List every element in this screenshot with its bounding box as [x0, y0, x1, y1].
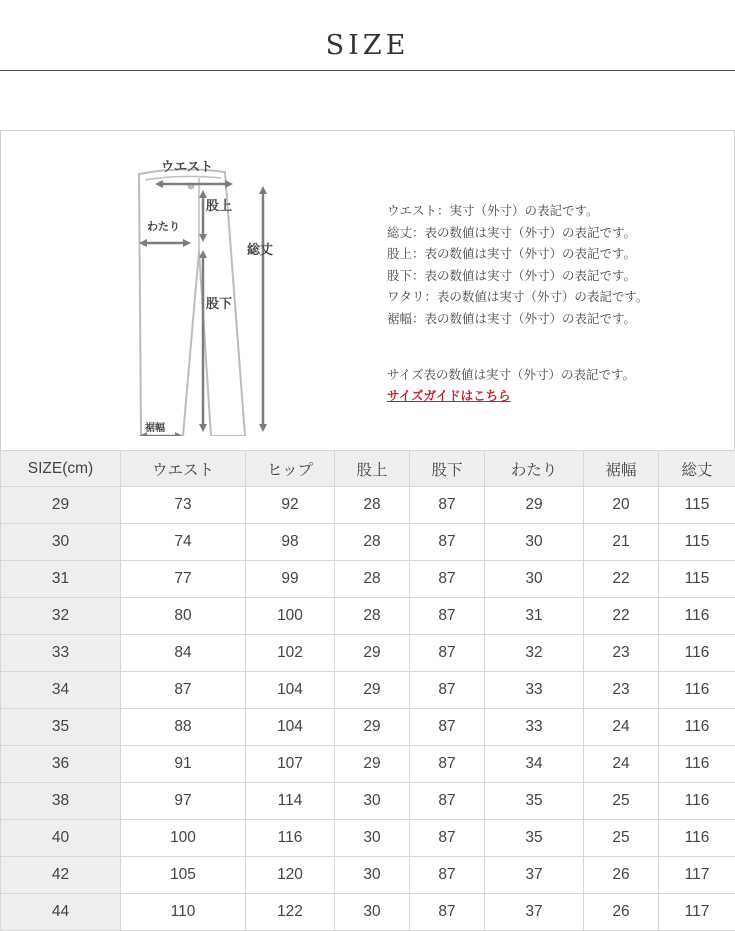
label-rise: 股上: [206, 199, 232, 214]
size-cell: 29: [1, 487, 121, 524]
table-cell: 20: [584, 487, 659, 524]
measurement-arrows: [139, 180, 267, 436]
note-total-length: 総丈：表の数値は実寸（外寸）の表記です。: [387, 222, 648, 244]
header-inseam: 股下: [410, 451, 485, 487]
table-row: [1, 598, 735, 635]
table-cell: 29: [335, 672, 410, 709]
table-cell: 97: [121, 783, 246, 820]
size-table: [0, 450, 735, 931]
table-cell: 105: [121, 857, 246, 894]
table-cell: 77: [121, 561, 246, 598]
size-cell: 42: [1, 857, 121, 894]
header-thigh: わたり: [485, 451, 584, 487]
table-cell: 87: [410, 894, 485, 931]
table-cell: 100: [246, 598, 335, 635]
label-total-length: 総丈: [247, 242, 273, 258]
size-cell: 31: [1, 561, 121, 598]
table-cell: 116: [659, 635, 735, 672]
table-cell: 80: [121, 598, 246, 635]
table-cell: 29: [335, 709, 410, 746]
table-cell: 120: [246, 857, 335, 894]
table-cell: 87: [410, 746, 485, 783]
table-cell: 73: [121, 487, 246, 524]
table-row: [1, 746, 735, 783]
table-cell: 30: [485, 524, 584, 561]
table-cell: 37: [485, 857, 584, 894]
table-cell: 34: [485, 746, 584, 783]
table-cell: 87: [410, 857, 485, 894]
size-cell: 36: [1, 746, 121, 783]
note-thigh: ワタリ：表の数値は実寸（外寸）の表記です。: [387, 286, 648, 308]
table-cell: 87: [121, 672, 246, 709]
table-cell: 87: [410, 561, 485, 598]
table-cell: 115: [659, 524, 735, 561]
page-title: SIZE: [0, 30, 735, 61]
label-thigh: わたり: [147, 220, 180, 233]
table-cell: 116: [659, 672, 735, 709]
table-cell: 35: [485, 820, 584, 857]
table-cell: 87: [410, 709, 485, 746]
size-table-note: サイズ表の数値は実寸（外寸）の表記です。: [387, 364, 635, 386]
table-cell: 32: [485, 635, 584, 672]
table-cell: 30: [335, 857, 410, 894]
header-hem: 裾幅: [584, 451, 659, 487]
table-cell: 104: [246, 709, 335, 746]
label-waist: ウエスト: [161, 160, 213, 175]
table-cell: 30: [335, 894, 410, 931]
size-cell: 38: [1, 783, 121, 820]
table-cell: 116: [659, 598, 735, 635]
header-rise: 股上: [335, 451, 410, 487]
table-row: [1, 894, 735, 931]
note-rise: 股上：表の数値は実寸（外寸）の表記です。: [387, 243, 648, 265]
measurement-notes: [387, 200, 648, 330]
table-cell: 33: [485, 709, 584, 746]
table-cell: 114: [246, 783, 335, 820]
table-cell: 91: [121, 746, 246, 783]
table-cell: 107: [246, 746, 335, 783]
table-cell: 87: [410, 487, 485, 524]
size-cell: 32: [1, 598, 121, 635]
table-cell: 117: [659, 894, 735, 931]
table-cell: 26: [584, 894, 659, 931]
table-row: [1, 820, 735, 857]
table-cell: 29: [485, 487, 584, 524]
table-cell: 28: [335, 487, 410, 524]
table-cell: 116: [659, 820, 735, 857]
table-cell: 24: [584, 709, 659, 746]
table-row: [1, 783, 735, 820]
table-cell: 25: [584, 820, 659, 857]
size-guide-link[interactable]: サイズガイドはこちら: [387, 385, 511, 407]
table-cell: 29: [335, 746, 410, 783]
table-cell: 33: [485, 672, 584, 709]
note-waist: ウエスト：実寸（外寸）の表記です。: [387, 200, 648, 222]
table-cell: 102: [246, 635, 335, 672]
size-cell: 40: [1, 820, 121, 857]
table-cell: 29: [335, 635, 410, 672]
table-cell: 115: [659, 561, 735, 598]
table-cell: 31: [485, 598, 584, 635]
size-cell: 34: [1, 672, 121, 709]
page-header: [0, 0, 735, 72]
table-cell: 116: [659, 709, 735, 746]
table-cell: 24: [584, 746, 659, 783]
size-cell: 33: [1, 635, 121, 672]
table-row: [1, 561, 735, 598]
table-cell: 87: [410, 598, 485, 635]
note-inseam: 股下：表の数値は実寸（外寸）の表記です。: [387, 265, 648, 287]
table-row: [1, 672, 735, 709]
table-cell: 21: [584, 524, 659, 561]
measurement-guide-panel: [0, 130, 735, 451]
table-row: [1, 635, 735, 672]
note-hem: 裾幅：表の数値は実寸（外寸）の表記です。: [387, 308, 648, 330]
size-cell: 35: [1, 709, 121, 746]
table-cell: 98: [246, 524, 335, 561]
table-row: [1, 524, 735, 561]
table-cell: 87: [410, 672, 485, 709]
table-cell: 28: [335, 598, 410, 635]
table-cell: 104: [246, 672, 335, 709]
label-hem: 裾幅: [144, 421, 165, 434]
table-cell: 100: [121, 820, 246, 857]
table-cell: 28: [335, 561, 410, 598]
table-cell: 92: [246, 487, 335, 524]
table-cell: 99: [246, 561, 335, 598]
table-cell: 122: [246, 894, 335, 931]
size-cell: 30: [1, 524, 121, 561]
table-row: [1, 857, 735, 894]
table-header-row: [1, 451, 735, 487]
header-total-length: 総丈: [659, 451, 735, 487]
table-row: [1, 709, 735, 746]
pants-measurement-diagram: [121, 156, 291, 436]
table-cell: 84: [121, 635, 246, 672]
table-cell: 30: [335, 783, 410, 820]
table-cell: 35: [485, 783, 584, 820]
table-cell: 23: [584, 672, 659, 709]
table-cell: 28: [335, 524, 410, 561]
title-divider: [0, 70, 735, 71]
header-hip: ヒップ: [246, 451, 335, 487]
table-cell: 116: [659, 746, 735, 783]
table-cell: 87: [410, 524, 485, 561]
table-cell: 88: [121, 709, 246, 746]
table-cell: 25: [584, 783, 659, 820]
header-waist: ウエスト: [121, 451, 246, 487]
table-cell: 22: [584, 561, 659, 598]
table-cell: 116: [246, 820, 335, 857]
table-cell: 116: [659, 783, 735, 820]
table-cell: 117: [659, 857, 735, 894]
table-cell: 23: [584, 635, 659, 672]
table-body: [1, 487, 735, 931]
size-cell: 44: [1, 894, 121, 931]
label-inseam: 股下: [206, 297, 232, 312]
table-cell: 26: [584, 857, 659, 894]
table-cell: 74: [121, 524, 246, 561]
table-cell: 37: [485, 894, 584, 931]
table-cell: 22: [584, 598, 659, 635]
table-cell: 87: [410, 783, 485, 820]
table-cell: 30: [485, 561, 584, 598]
table-cell: 87: [410, 635, 485, 672]
table-cell: 30: [335, 820, 410, 857]
table-row: [1, 487, 735, 524]
table-cell: 115: [659, 487, 735, 524]
header-size: SIZE(cm): [1, 451, 121, 487]
table-cell: 87: [410, 820, 485, 857]
table-cell: 110: [121, 894, 246, 931]
